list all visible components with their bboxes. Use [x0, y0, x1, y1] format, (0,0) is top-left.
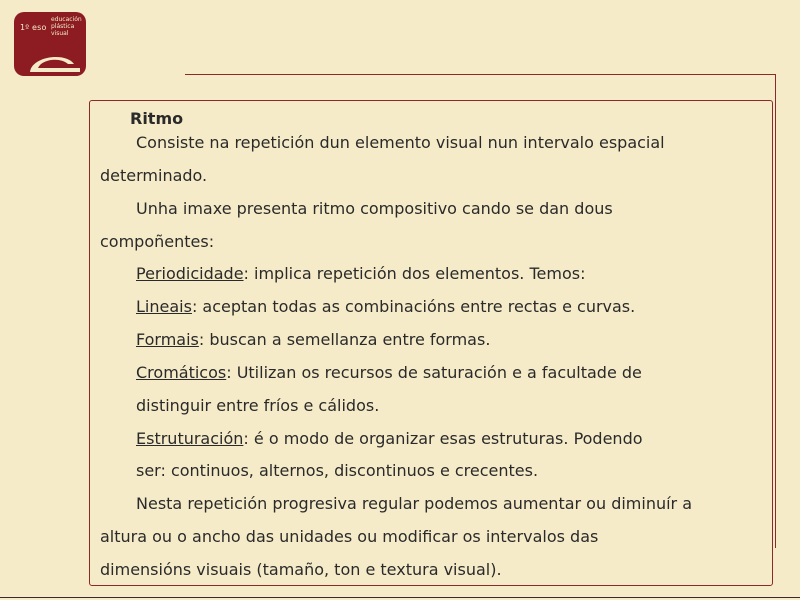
logo-subject-line2: plástica	[51, 23, 75, 30]
cromaticos-term: Cromáticos	[136, 363, 227, 382]
lineais-line	[136, 297, 635, 317]
logo-subject-line1: educación	[51, 16, 82, 23]
lineais-term: Lineais	[136, 297, 192, 316]
periodicidade-term: Periodicidade	[136, 264, 244, 283]
lineais-text: : aceptan todas as combinacións entre rectas e curvas.	[191, 297, 636, 316]
estruturacion-line-2: ser: continuos, alternos, discontinuos e crecentes.	[136, 461, 539, 480]
footer-rule	[0, 597, 800, 598]
last-paragraph-line-1: Nesta repetición progresiva regular podemos aumentar ou diminuír a	[136, 494, 693, 513]
cromaticos-line-2: distinguir entre fríos e cálidos.	[136, 396, 380, 415]
formais-text: : buscan a semellanza entre formas.	[198, 330, 491, 349]
paragraph-1-line-1: Consiste na repetición dun elemento visual nun intervalo espacial	[136, 133, 665, 152]
formais-line	[136, 330, 490, 350]
cromaticos-line	[136, 363, 642, 383]
logo	[14, 12, 86, 76]
right-rule	[775, 74, 776, 548]
logo-subject	[51, 16, 82, 37]
logo-arc-icon	[14, 46, 86, 76]
estruturacion-line	[136, 429, 643, 449]
logo-subject-line3: visual	[51, 30, 69, 37]
last-paragraph-line-2: altura ou o ancho das unidades ou modificar os intervalos das	[100, 527, 599, 546]
cromaticos-text: : Utilizan os recursos de saturación e a facultade de	[226, 363, 642, 382]
header-rule	[185, 74, 776, 75]
periodicidade-text: : implica repetición dos elementos. Temos:	[243, 264, 586, 283]
logo-grade: 1º eso	[20, 23, 47, 32]
section-title: Ritmo	[130, 109, 184, 128]
estruturacion-term: Estruturación	[136, 429, 244, 448]
paragraph-1-line-2: determinado.	[100, 166, 208, 185]
paragraph-2-line-2: compoñentes:	[100, 232, 215, 251]
periodicidade-line	[136, 264, 585, 284]
estruturacion-text: : é o modo de organizar esas estruturas. Podendo	[243, 429, 643, 448]
paragraph-2-line-1: Unha imaxe presenta ritmo compositivo cando se dan dous	[136, 199, 613, 218]
last-paragraph-line-3: dimensións visuais (tamaño, ton e textura visual).	[100, 560, 502, 579]
formais-term: Formais	[136, 330, 199, 349]
